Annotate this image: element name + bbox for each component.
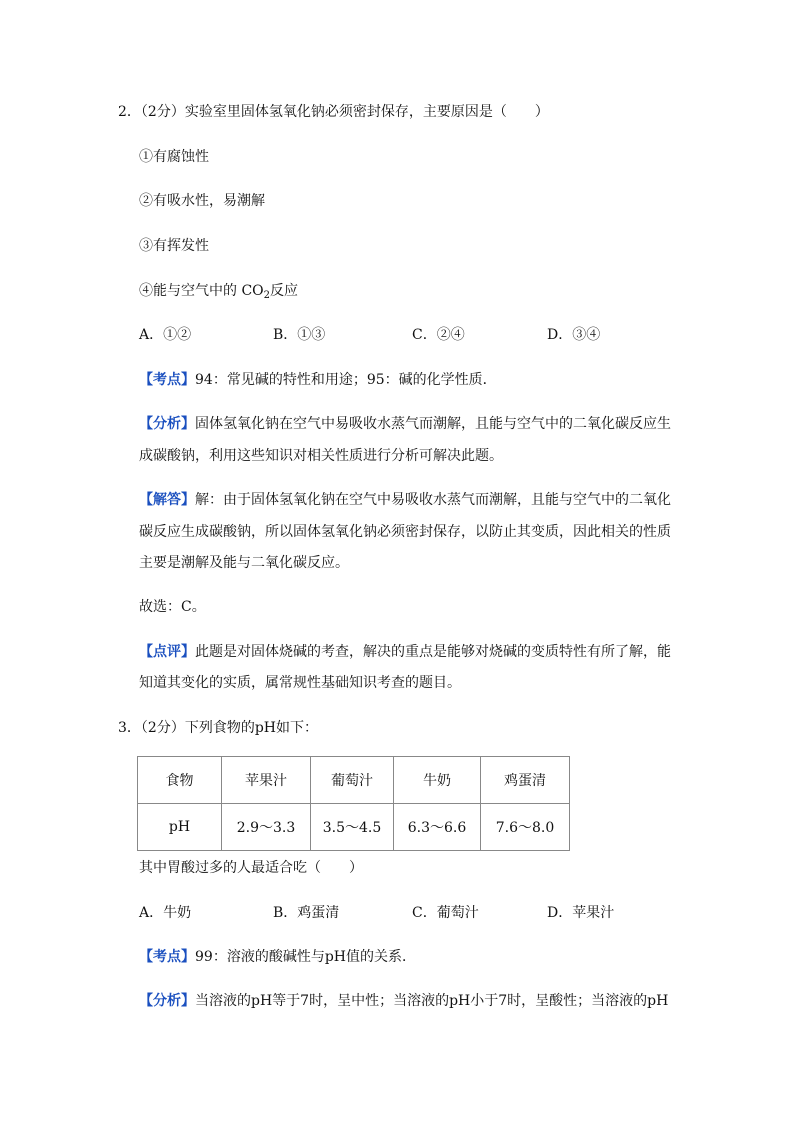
q2-jieda-text-3: 主要是潮解及能与二氧化碳反应。 (139, 555, 349, 571)
kaodian-tag: 【考点】 (139, 372, 195, 388)
ph-table-header-cell: 鸡蛋清 (481, 757, 570, 804)
ph-table-cell: 3.5～4.5 (311, 804, 394, 851)
q2-jieda-text-2: 碳反应生成碳酸钠，所以固体氢氧化钠必须密封保存，以防止其变质，因此相关的性质 (139, 524, 671, 540)
q2-fenxi (139, 414, 671, 434)
ph-table-header-cell: 牛奶 (394, 757, 481, 804)
q3-question: 其中胃酸过多的人最适合吃（ ） (139, 860, 363, 876)
q2-jieda (139, 490, 671, 510)
ph-table-header-cell: 食物 (138, 757, 222, 804)
q3-option-b[interactable]: B．鸡蛋清 (273, 905, 340, 921)
q3-stem: 3．（2分）下列食物的pH如下： (118, 720, 318, 736)
fenxi-tag: 【分析】 (139, 993, 195, 1009)
q2-option-d[interactable]: D．③④ (547, 327, 601, 343)
ph-table-cell: 2.9～3.3 (222, 804, 311, 851)
q2-option-b[interactable]: B．①③ (273, 327, 326, 343)
ph-table-value-row (138, 804, 570, 851)
q2-item-3: ③有挥发性 (139, 238, 209, 254)
q2-kaodian (139, 370, 497, 390)
q2-item-4 (139, 281, 298, 301)
fenxi-tag: 【分析】 (139, 416, 195, 432)
ph-table-cell: 7.6～8.0 (481, 804, 570, 851)
ph-table-cell: pH (138, 804, 222, 851)
jieda-tag: 【解答】 (139, 492, 195, 508)
q2-dianping (139, 642, 671, 662)
q3-kaodian (139, 947, 416, 967)
q2-fenxi-text-1: 固体氢氧化钠在空气中易吸收水蒸气而潮解，且能与空气中的二氧化碳反应生 (195, 416, 671, 432)
dianping-tag: 【点评】 (139, 644, 195, 660)
q3-fenxi (139, 991, 668, 1011)
q2-dianping-text-1: 此题是对固体烧碱的考查，解决的重点是能够对烧碱的变质特性有所了解，能 (195, 644, 671, 660)
q2-jieda-text-1: 解：由于固体氢氧化钠在空气中易吸收水蒸气而潮解，且能与空气中的二氧化 (195, 492, 671, 508)
q2-fenxi-text-2: 成碳酸钠，利用这些知识对相关性质进行分析可解决此题。 (139, 448, 503, 464)
q2-answer: 故选：C。 (139, 599, 206, 615)
ph-table-cell: 6.3～6.6 (394, 804, 481, 851)
q3-option-c[interactable]: C．葡萄汁 (412, 905, 479, 921)
ph-table-header-cell: 苹果汁 (222, 757, 311, 804)
q2-item-2: ②有吸水性，易潮解 (139, 193, 265, 209)
q2-stem: 2．（2分）实验室里固体氢氧化钠必须密封保存，主要原因是（ ） (118, 104, 549, 120)
q2-option-a[interactable]: A．①② (139, 327, 192, 343)
q2-item-1: ①有腐蚀性 (139, 149, 209, 165)
ph-table-header-cell: 葡萄汁 (311, 757, 394, 804)
q2-kaodian-text: 94：常见碱的特性和用途；95：碱的化学性质． (195, 372, 497, 388)
q3-option-d[interactable]: D．苹果汁 (547, 905, 615, 921)
q3-kaodian-text: 99：溶液的酸碱性与pH值的关系． (195, 949, 416, 965)
kaodian-tag: 【考点】 (139, 949, 195, 965)
q2-dianping-text-2: 知道其变化的实质，属常规性基础知识考查的题目。 (139, 675, 461, 691)
ph-table-header-row (138, 757, 570, 804)
q2-item-4-subscript: 2 (263, 290, 271, 301)
q2-item-4-post: 反应 (270, 283, 299, 299)
ph-table (137, 756, 570, 851)
q2-option-c[interactable]: C．②④ (412, 327, 465, 343)
q2-item-4-pre: ④能与空气中的 CO (139, 283, 264, 299)
q3-option-a[interactable]: A．牛奶 (139, 905, 192, 921)
q3-fenxi-text-1: 当溶液的pH等于7时，呈中性；当溶液的pH小于7时，呈酸性；当溶液的pH (195, 993, 669, 1009)
